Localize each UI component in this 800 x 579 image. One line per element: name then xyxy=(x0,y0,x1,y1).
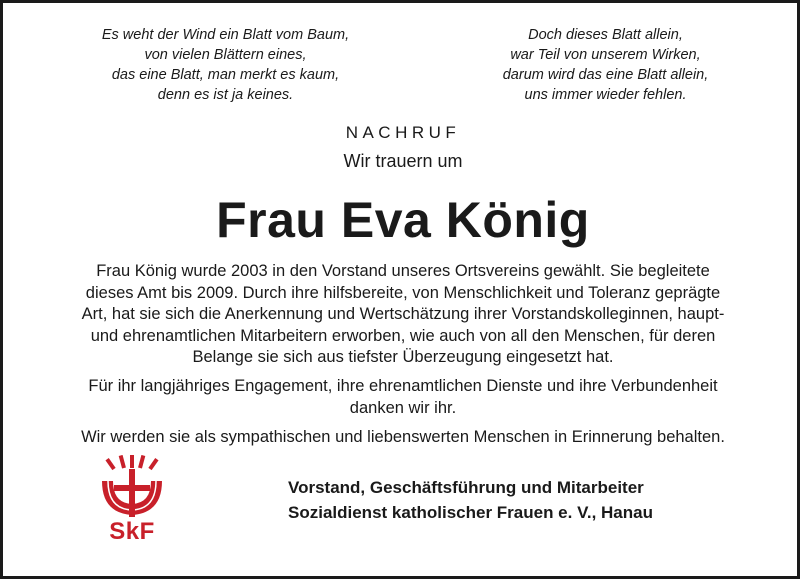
poem-line: Es weht der Wind ein Blatt vom Baum, xyxy=(101,27,350,43)
paragraph-remembrance xyxy=(3,427,800,449)
logo-text: SkF xyxy=(109,518,155,545)
poem-line: war Teil von unserem Wirken, xyxy=(510,47,701,63)
text-line: und ehrenamtlichen Mitarbeitern erworben, wie auch von all den Menschen, für deren xyxy=(90,326,716,345)
text-line: Art, hat sie sich die Anerkennung und Wertschätzung ihrer Vorstandskolleginnen, haupt- xyxy=(81,305,725,323)
text-line: dieses Amt bis 2009. Durch ihre hilfsbereite, von Menschlichkeit und Toleranz geprägte xyxy=(85,283,721,302)
signature-line-1: Vorstand, Geschäftsführung und Mitarbeiter xyxy=(288,478,644,497)
poem-left xyxy=(58,25,393,105)
poem-line: uns immer wieder fehlen. xyxy=(524,87,687,103)
poem-line: denn es ist ja keines. xyxy=(157,87,294,103)
text-line: Frau König wurde 2003 in den Vorstand unseres Ortsvereins gewählt. Sie begleitete xyxy=(96,262,710,280)
poem-line: das eine Blatt, man merkt es kaum, xyxy=(111,67,340,83)
deceased-name: Frau Eva König xyxy=(216,192,590,248)
text-line: danken wir ihr. xyxy=(349,398,457,417)
mourning-line: Wir trauern um xyxy=(343,151,463,171)
paragraph-tribute xyxy=(3,261,800,369)
text-line: Belange sie sich aus tiefster Überzeugung eingesetzt hat. xyxy=(192,348,614,366)
signature-line-2: Sozialdienst katholischer Frauen e. V., Hanau xyxy=(288,503,653,522)
poem-line: von vielen Blättern eines, xyxy=(144,47,307,63)
poem-right xyxy=(433,25,778,105)
paragraph-thanks xyxy=(3,376,800,419)
text-line: Für ihr langjähriges Engagement, ihre ehrenamtlichen Dienste und ihre Verbundenheit xyxy=(88,377,718,395)
poem-line: darum wird das eine Blatt allein, xyxy=(502,67,709,83)
heading-nachruf: NACHRUF xyxy=(345,123,461,142)
poem-line: Doch dieses Blatt allein, xyxy=(528,27,683,43)
text-line: Wir werden sie als sympathischen und liebenswerten Menschen in Erinnerung behalten. xyxy=(81,428,725,446)
